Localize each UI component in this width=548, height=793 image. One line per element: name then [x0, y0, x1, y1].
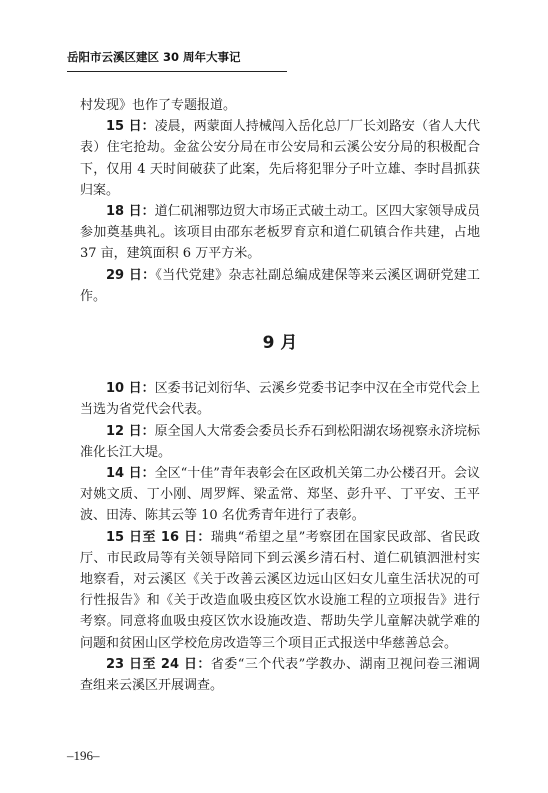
paragraph — [80, 463, 480, 527]
entry-text: 省委“三个代表”学教办、湖南卫视问卷三湘调查组来云溪区开展调查。 — [80, 656, 480, 694]
entry-date: 23 日至 24 日： — [106, 656, 211, 672]
entry-text: 村发现》也作了专题报道。 — [80, 98, 237, 113]
page-number: –196– — [67, 748, 100, 763]
entry-date: 10 日： — [106, 381, 155, 397]
entry-date: 15 日至 16 日： — [106, 529, 211, 545]
entry-date: 12 日： — [106, 423, 155, 439]
paragraph — [80, 378, 480, 420]
paragraph — [80, 527, 480, 654]
entry-text: 瑞典“希望之星”考察团在国家民政部、省民政厅、市民政局等有关领导陪同下到云溪乡清石村、道仁矶镇泗泄村实地察看，对云溪区《关于改善云溪区边远山区妇女儿童生活状况的可行性报告》和《关于改造血吸虫疫区饮水设施工程的立项报告》进行考察。同意将血吸虫疫区饮水设施改造、帮助失学儿童解决就学难的问题和贫困山区学校危房改造等三个项目正式报送中华慈善总会。 — [80, 529, 480, 651]
entry-date: 29 日： — [106, 267, 156, 283]
paragraph — [80, 201, 480, 265]
page-body — [80, 95, 480, 696]
entry-text: 原全国人大常委会委员长乔石到松阳湖农场视察永济垸标准化长江大堤。 — [80, 423, 480, 460]
entry-date: 18 日： — [106, 204, 155, 220]
paragraph — [80, 654, 480, 696]
entry-date: 15 日： — [106, 119, 155, 135]
entry-date: 14 日： — [106, 466, 155, 482]
month-heading: 9 月 — [262, 333, 298, 354]
paragraph — [80, 95, 480, 116]
running-header: 岳阳市云溪区建区 30 周年大事记 — [67, 49, 287, 72]
paragraph — [80, 265, 480, 307]
entry-text: 凌晨，两蒙面人持械闯入岳化总厂厂长刘路安（省人大代表）住宅抢劫。金盆公安分局在市公安局和云溪公安分局的积极配合下，仅用 4 天时间破获了此案，先后将犯罪分子叶立雄、李时昌抓获归案。 — [80, 119, 480, 198]
paragraph — [80, 116, 480, 201]
paragraph — [80, 421, 480, 463]
entry-text: 区委书记刘衍华、云溪乡党委书记李中汉在全市党代会上当选为省党代会代表。 — [80, 381, 480, 418]
entry-text: 全区“十佳”青年表彰会在区政机关第二办公楼召开。会议对姚文质、丁小刚、周罗辉、梁孟常、郑坚、彭升平、丁平安、王平波、田涛、陈其云等 10 名优秀青年进行了表彰。 — [80, 466, 481, 524]
entry-text: 道仁矶湘鄂边贸大市场正式破土动工。区四大家领导成员参加奠基典礼。该项目由邵东老板罗育京和道仁矶镇合作共建，占地 37 亩，建筑面积 6 万平方米。 — [80, 204, 480, 262]
entry-text: 《当代党建》杂志社副总编成建保等来云溪区调研党建工作。 — [80, 267, 480, 304]
